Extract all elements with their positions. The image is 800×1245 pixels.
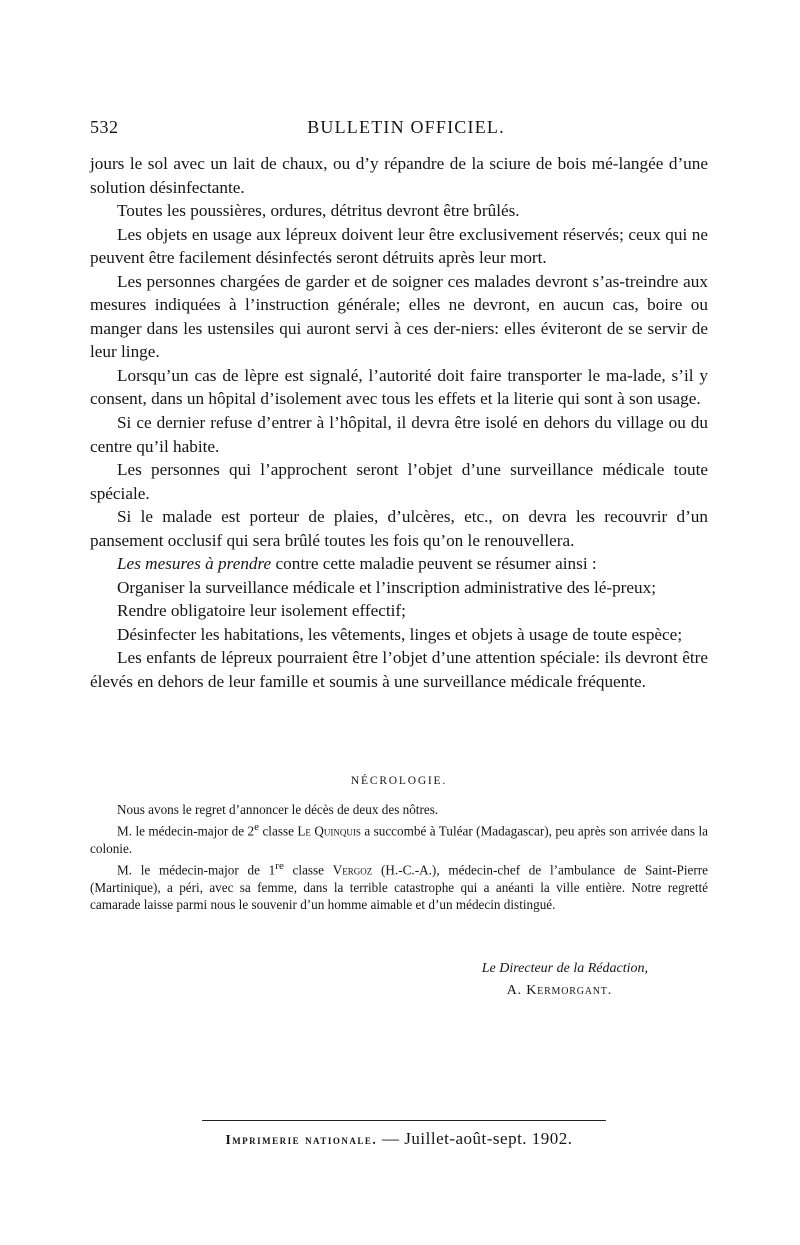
superscript: e — [254, 820, 260, 833]
necrologie-section — [90, 801, 708, 914]
paragraph-measures-text: contre cette maladie peuvent se résumer ainsi : — [275, 554, 597, 574]
signature-block — [90, 958, 708, 1002]
paragraph: Les personnes chargées de garder et de soigner ces malades devront s’as-treindre aux mesures indiquées à l’instruction générale; elles ne devront, en aucun cas, boire ou manger dans les ustensiles qui auront servi à ces der-niers: elles éviteront de se servir de leur linge. — [90, 271, 708, 362]
person-name: Vergoz — [332, 861, 373, 877]
page-header — [90, 117, 722, 141]
text-fragment: classe — [259, 823, 298, 839]
paragraph: Les enfants de lépreux pourraient être l’objet d’une attention spéciale: ils devront être élevés en dehors de leur famille et soumis à une surveillance médicale fréquente. — [90, 648, 708, 692]
necrologie-paragraph — [90, 858, 708, 915]
paragraph: Lorsqu’un cas de lèpre est signalé, l’autorité doit faire transporter le ma-lade, s’il y consent, dans un hôpital d’isolement avec tous les effets et la literie qui sont à son usage. — [90, 365, 708, 409]
person-name: Le Quinquis — [297, 823, 361, 839]
imprint-line — [90, 1129, 708, 1149]
necrologie-paragraph — [90, 819, 708, 858]
page-number: 532 — [90, 117, 119, 137]
paragraph-measures — [90, 552, 708, 576]
text-fragment: M. le médecin-major de 2 — [117, 823, 255, 839]
running-title: BULLETIN OFFICIEL. — [307, 117, 505, 137]
main-text — [90, 152, 708, 694]
text-fragment: M. le médecin-major de 1 — [117, 861, 276, 877]
signature-name: Kermorgant. — [526, 983, 612, 998]
paragraph: Organiser la surveillance médicale et l’inscription administrative des lé-preux; — [117, 577, 656, 597]
paragraph: Si ce dernier refuse d’entrer à l’hôpital, il devra être isolé en dehors du village ou du centre qu’il habite. — [90, 413, 708, 456]
print-date: — Juillet-août-sept. 1902. — [377, 1129, 573, 1148]
paragraph: Les objets en usage aux lépreux doivent leur être exclusivement réservés; ceux qui ne peuvent être facilement désinfectés seront détruits après leur mort. — [90, 224, 708, 268]
paragraph: jours le sol avec un lait de chaux, ou d’y répandre de la sciure de bois mé-langée d’une solution désinfectante. — [90, 154, 708, 197]
necrologie-paragraph: Nous avons le regret d’annoncer le décès de deux des nôtres. — [117, 802, 439, 817]
signature-initial: A. — [506, 983, 527, 998]
paragraph: Toutes les poussières, ordures, détritus devront être brûlés. — [117, 201, 520, 221]
signature-name-line — [90, 980, 708, 1002]
text-fragment: a succombé à Tuléar (Madagascar), peu après son arrivée dans la colonie. — [90, 823, 709, 856]
necrologie-heading: NÉCROLOGIE. — [350, 775, 448, 787]
superscript: re — [275, 859, 284, 872]
text-fragment: (H.-C.-A.), médecin-chef de l’ambulance de Saint-Pierre (Martinique), a péri, avec sa femme, dans la terrible catastrophe qui a anéanti la ville entière. Notre regretté camarade laisse parmi nous le souvenir d’un homme aimable et d’un médecin distingué. — [90, 861, 709, 913]
italic-lead: Les mesures à prendre — [117, 554, 272, 574]
printer-name: Imprimerie nationale. — [225, 1132, 378, 1147]
text-fragment: classe — [283, 861, 333, 877]
footer-rule — [202, 1120, 606, 1121]
paragraph: Si le malade est porteur de plaies, d’ulcères, etc., on devra les recouvrir d’un pansement occlusif qui sera brûlé toutes les fois qu’on le renouvellera. — [90, 507, 708, 550]
signature-title: Le Directeur de la Rédaction, — [481, 961, 648, 976]
paragraph: Les personnes qui l’approchent seront l’objet d’une surveillance médicale toute spéciale. — [90, 460, 708, 503]
paragraph: Désinfecter les habitations, les vêtements, linges et objets à usage de toute espèce; — [117, 624, 683, 644]
paragraph: Rendre obligatoire leur isolement effectif; — [117, 601, 406, 621]
